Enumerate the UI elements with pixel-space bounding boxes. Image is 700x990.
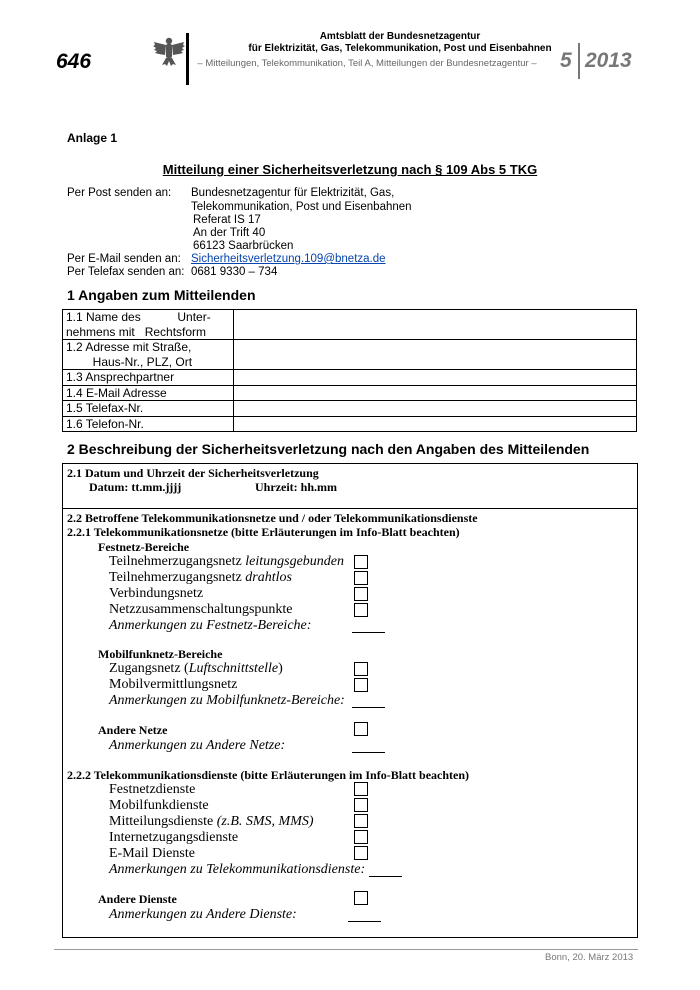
andere-dienste-note-label: Anmerkungen zu Andere Dienste: [109, 907, 297, 922]
item-text: Mobilvermittlungsnetz [109, 677, 238, 692]
phone-number-field[interactable] [234, 416, 637, 432]
item-text: Netzzusammenschaltungspunkte [109, 602, 293, 617]
s22-title: 2.2 Betroffene Telekommunikationsnetze und / oder Telekommunikationsdienste [67, 511, 478, 525]
checkbox-netzzusammenschaltung[interactable] [354, 603, 368, 617]
table-row [63, 385, 637, 401]
divider [63, 508, 637, 509]
checkbox-email-dienste[interactable] [354, 846, 368, 860]
footer-date: Bonn, 20. März 2013 [545, 952, 634, 963]
item-text-italic: drahtlos [245, 570, 292, 585]
checkbox-zugangsnetz[interactable] [354, 662, 368, 676]
journal-title-line1: Amtsblatt der Bundesnetzagentur [319, 31, 481, 42]
checkbox-festnetz-leitungsgebunden[interactable] [354, 555, 368, 569]
journal-title-line2: für Elektrizität, Gas, Telekommunikation, Post und Eisenbahnen [248, 43, 552, 54]
row-label: 1.6 Telefon-Nr. [63, 416, 234, 432]
address-field[interactable] [234, 340, 637, 370]
dienste-item [109, 782, 195, 798]
checkbox-mitteilungsdienste[interactable] [354, 814, 368, 828]
mobil-item [109, 661, 283, 677]
s21-title: 2.1 Datum und Uhrzeit der Sicherheitsverletzung [67, 466, 319, 480]
issue-divider [578, 43, 580, 79]
row-label: 1.5 Telefax-Nr. [63, 401, 234, 417]
email-link[interactable]: Sicherheitsverletzung.109@bnetza.de [191, 253, 386, 265]
breach-time-field[interactable]: Uhrzeit: hh.mm [255, 480, 337, 494]
fax-number: 0681 9330 – 734 [191, 266, 278, 278]
checkbox-verbindungsnetz[interactable] [354, 587, 368, 601]
eagle-emblem-icon [152, 34, 186, 68]
festnetz-note-field[interactable] [352, 632, 385, 633]
post-address-line: 66123 Saarbrücken [193, 240, 294, 252]
row-label-line: nehmens mit Rechtsform [66, 324, 207, 339]
mobil-note-label: Anmerkungen zu Mobilfunknetz-Bereiche: [109, 693, 345, 708]
festnetz-item [109, 554, 344, 570]
item-text: Teilnehmerzugangsnetz [109, 554, 246, 569]
table-row [63, 416, 637, 432]
dienste-item [109, 814, 314, 830]
row-label: 1.4 E-Mail Adresse [63, 385, 234, 401]
festnetz-heading: Festnetz-Bereiche [98, 540, 190, 554]
table-row [63, 310, 637, 340]
row-label-line: Haus-Nr., PLZ, Ort [66, 354, 193, 369]
festnetz-item [109, 602, 293, 618]
table-row [63, 401, 637, 417]
andere-dienste-heading: Andere Dienste [98, 892, 177, 906]
issue-number: 5 [560, 49, 572, 72]
mobil-item [109, 677, 237, 693]
mobil-heading: Mobilfunknetz-Bereiche [98, 647, 223, 661]
breach-date-field[interactable]: Datum: tt.mm.jjjj [89, 480, 182, 494]
item-text: Mobilfunkdienste [109, 798, 209, 813]
item-text: Zugangsnetz ( [109, 661, 189, 676]
breach-description-box [62, 463, 638, 938]
item-text: Internetzugangsdienste [109, 830, 239, 845]
checkbox-festnetz-drahtlos[interactable] [354, 571, 368, 585]
dienste-item [109, 798, 209, 814]
item-text: Festnetzdienste [109, 782, 196, 797]
header-divider [186, 33, 189, 85]
mobil-note-field[interactable] [352, 707, 385, 708]
attachment-label: Anlage 1 [67, 131, 118, 145]
item-text: ) [278, 661, 283, 676]
item-text-italic: Luftschnittstelle [188, 661, 279, 676]
checkbox-andere-dienste[interactable] [354, 891, 368, 905]
post-address-line: Bundesnetzagentur für Elektrizität, Gas, [191, 187, 395, 199]
row-label [63, 310, 234, 340]
item-text: Verbindungsnetz [109, 586, 204, 601]
festnetz-item [109, 586, 203, 602]
festnetz-note-label: Anmerkungen zu Festnetz-Bereiche: [109, 618, 312, 633]
row-label-line: 1.1 Name des Unter- [66, 310, 211, 324]
row-label [63, 340, 234, 370]
checkbox-mobilvermittlungsnetz[interactable] [354, 678, 368, 692]
dienste-note-field[interactable] [369, 876, 402, 877]
table-row [63, 340, 637, 370]
page-number: 646 [56, 50, 92, 73]
festnetz-item [109, 570, 292, 586]
journal-title [192, 31, 608, 55]
dienste-item [109, 830, 238, 846]
item-text-italic: leitungsgebunden [245, 554, 345, 569]
post-address-line: An der Trift 40 [193, 227, 266, 239]
item-text-italic: (z.B. SMS, MMS) [216, 814, 314, 829]
email-label: Per E-Mail senden an: [67, 253, 181, 265]
andere-netze-heading: Andere Netze [98, 723, 168, 737]
item-text: Teilnehmerzugangsnetz [109, 570, 246, 585]
item-text: E-Mail Dienste [109, 846, 195, 861]
fax-number-field[interactable] [234, 401, 637, 417]
item-text: Mitteilungsdienste [109, 814, 217, 829]
form-title: Mitteilung einer Sicherheitsverletzung nach § 109 Abs 5 TKG [162, 162, 538, 177]
s222-title: 2.2.2 Telekommunikationsdienste (bitte Erläuterungen im Info-Blatt beachten) [67, 768, 470, 782]
andere-dienste-note-field[interactable] [348, 921, 381, 922]
dienste-item [109, 846, 195, 862]
dienste-note-label: Anmerkungen zu Telekommunikationsdienste: [109, 862, 366, 877]
s221-title: 2.2.1 Telekommunikationsnetze (bitte Erläuterungen im Info-Blatt beachten) [67, 525, 460, 539]
table-row [63, 370, 637, 386]
andere-netze-note-label: Anmerkungen zu Andere Netze: [109, 738, 286, 753]
section2-heading: 2 Beschreibung der Sicherheitsverletzung nach den Angaben des Mitteilenden [67, 441, 590, 457]
footer-divider [54, 949, 638, 950]
post-address-line: Referat IS 17 [193, 214, 261, 226]
email-address-field[interactable] [234, 385, 637, 401]
post-address-line: Telekommunikation, Post und Eisenbahnen [191, 201, 412, 213]
andere-netze-note-field[interactable] [352, 752, 385, 753]
fax-label: Per Telefax senden an: [67, 266, 185, 278]
contact-person-field[interactable] [234, 370, 637, 386]
section1-heading: 1 Angaben zum Mitteilenden [67, 287, 256, 303]
journal-subtitle: – Mitteilungen, Telekommunikation, Teil A, Mitteilungen der Bundesnetzagentur – [197, 58, 537, 69]
row-label: 1.3 Ansprechpartner [63, 370, 234, 386]
checkbox-internetzugangsdienste[interactable] [354, 830, 368, 844]
post-label: Per Post senden an: [67, 187, 172, 199]
checkbox-mobilfunkdienste[interactable] [354, 798, 368, 812]
checkbox-andere-netze[interactable] [354, 722, 368, 736]
sender-info-table [62, 309, 637, 432]
issue-year: 2013 [585, 49, 632, 72]
checkbox-festnetzdienste[interactable] [354, 782, 368, 796]
row-label-line: 1.2 Adresse mit Straße, [66, 340, 192, 354]
company-name-field[interactable] [234, 310, 637, 340]
